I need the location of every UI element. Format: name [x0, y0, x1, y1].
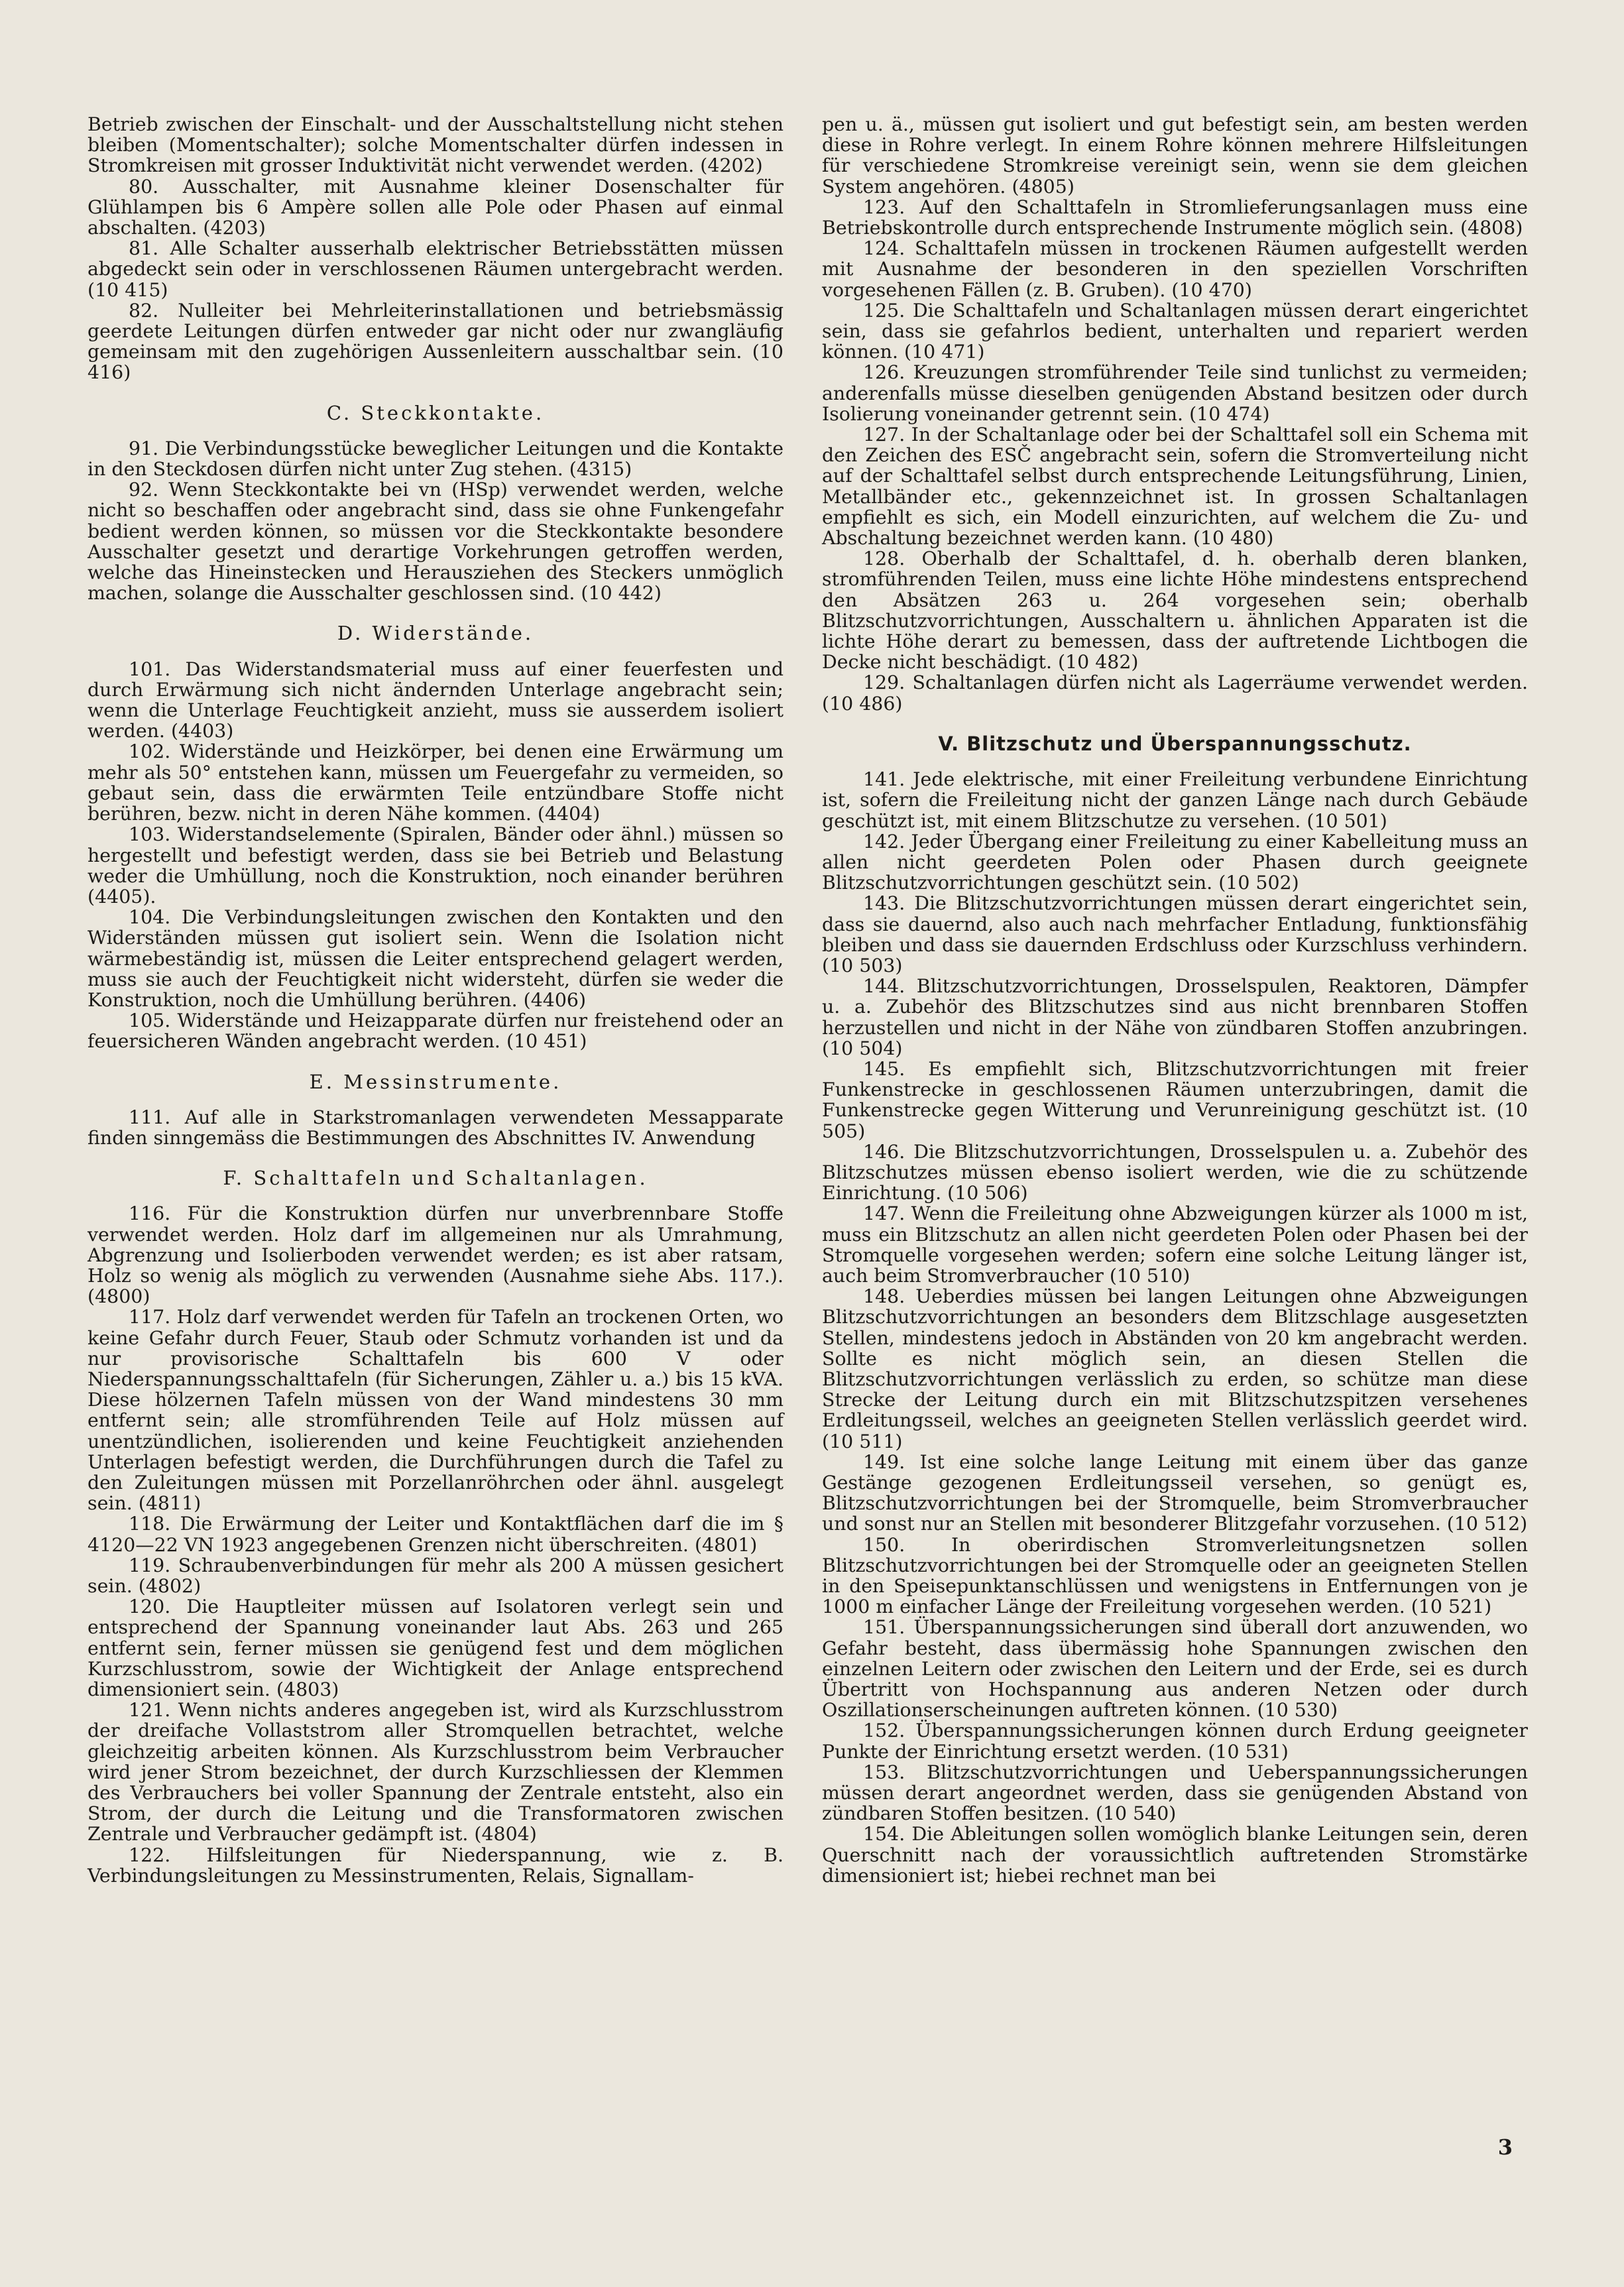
paragraph-101: 101. Das Widerstandsmaterial muss auf einer feuerfesten und durch Erwärmung sich nicht ändernden Unterlage angebracht sein; wenn die Unterlage Feuchtigkeit anzieht, muss sie ausserdem isoliert werden. (4403)	[87, 658, 783, 742]
paragraph-91: 91. Die Verbindungsstücke beweglicher Leitungen und die Kontakte in den Steckdosen dürfen nicht unter Zug stehen. (4315)	[87, 437, 783, 481]
paragraph-149: 149. Ist eine solche lange Leitung mit einem über das ganze Gestänge gezogenen Erdleitungsseil versehen, so genügt es, Blitzschutzvorrichtungen bei der Stromquelle, beim Stromverbraucher und sonst nur an Stellen mit besonderer Blitzgefahr vorzusehen. (10 512)	[822, 1450, 1528, 1535]
paragraph-124: 124. Schalttafeln müssen in trockenen Räumen aufgestellt werden mit Ausnahme der besonderen in den speziellen Vorschriften vorgesehenen Fällen (z. B. Gruben). (10 470)	[822, 237, 1528, 301]
paragraph-154: 154. Die Ableitungen sollen womöglich blanke Leitungen sein, deren Querschnitt nach der voraussichtlich auftretenden Stromstärke dimensioniert ist; hiebei rechnet man bei	[822, 1823, 1528, 1887]
left-column	[87, 114, 783, 1886]
heading-widerstaende: D. Widerstände.	[337, 622, 534, 645]
paragraph-151: 151. Überspannungssicherungen sind überall dort anzuwenden, wo Gefahr besteht, dass übermässig hohe Spannungen zwischen den einzelnen Leitern oder zwischen den Leitern und der Erde, sei es durch Übertritt von Hochspannung aus anderen Netzen oder durch Oszillationserscheinungen auftreten können. (10 530)	[822, 1616, 1528, 1722]
paragraph-122: 122. Hilfsleitungen für Niederspannung, wie z. B. Verbindungsleitungen zu Messinstrumenten, Relais, Signallam-	[87, 1844, 783, 1887]
right-column	[822, 114, 1528, 1886]
paragraph-105: 105. Widerstände und Heizapparate dürfen nur freistehend oder an feuersicheren Wänden angebracht werden. (10 451)	[87, 1010, 783, 1053]
heading-steckkontakte: C. Steckkontakte.	[326, 401, 545, 424]
paragraph-122-continued: pen u. ä., müssen gut isoliert und gut befestigt sein, am besten werden diese in Rohre verlegt. In einem Rohre können mehrere Hilfsleitungen für verschiedene Stromkreise vereinigt sein, wenn sie dem gleichen System angehören. (4805)	[822, 113, 1528, 198]
paragraph-80: 80. Ausschalter, mit Ausnahme kleiner Dosenschalter für Glühlampen bis 6 Ampère sollen alle Pole oder Phasen auf einmal abschalten. (4203)	[87, 175, 783, 239]
paragraph-momentschalter: Betrieb zwischen der Einschalt- und der Ausschaltstellung nicht stehen bleiben (Momentschalter); solche Momentschalter dürfen indessen in Stromkreisen mit grosser Induktivität nicht verwendet werden. (4202)	[87, 113, 783, 177]
paragraph-148: 148. Ueberdies müssen bei langen Leitungen ohne Abzweigungen Blitzschutzvorrichtungen an besonders dem Blitzschlage ausgesetzten Stellen, mindestens jedoch in Abständen von 20 km angebracht werden. Sollte es nicht möglich sein, an diesen Stellen die Blitzschutzvorrichtungen verlässlich zu erden, so schütze man diese Strecke der Leitung durch ein mit Blitzschutzspitzen versehenes Erdleitungsseil, welches an geeigneten Stellen verlässlich geerdet wird. (10 511)	[822, 1285, 1528, 1452]
paragraph-118: 118. Die Erwärmung der Leiter und Kontaktflächen darf die im § 4120—22 VN 1923 angegebenen Grenzen nicht überschreiten. (4801)	[87, 1513, 783, 1556]
paragraph-150: 150. In oberirdischen Stromverleitungsnetzen sollen Blitzschutzvorrichtungen bei der Stromquelle oder an geeigneten Stellen in den Speisepunktanschlüssen und wenigstens in Entfernungen von je 1000 m einfacher Länge der Freileitung vorgesehen werden. (10 521)	[822, 1533, 1528, 1618]
paragraph-125: 125. Die Schalttafeln und Schaltanlagen müssen derart eingerichtet sein, dass sie gefahrlos bedient, unterhalten und repariert werden können. (10 471)	[822, 299, 1528, 363]
paragraph-141: 141. Jede elektrische, mit einer Freileitung verbundene Einrichtung ist, sofern die Freileitung nicht der ganzen Länge nach durch Gebäude geschützt ist, mit einem Blitzschutze zu versehen. (10 501)	[822, 768, 1528, 832]
paragraph-129: 129. Schaltanlagen dürfen nicht als Lagerräume verwendet werden. (10 486)	[822, 672, 1528, 715]
paragraph-92: 92. Wenn Steckkontakte bei vn (HSp) verwendet werden, welche nicht so beschaffen oder angebracht sind, dass sie ohne Funkengefahr bedient werden können, so müssen vor die Steckkontakte besondere Ausschalter gesetzt und derartige Vorkehrungen getroffen werden, welche das Hineinstecken und Herausziehen des Steckers unmöglich machen, solange die Ausschalter geschlossen sind. (10 442)	[87, 479, 783, 605]
paragraph-128: 128. Oberhalb der Schalttafel, d. h. oberhalb deren blanken, stromführenden Teilen, muss eine lichte Höhe mindestens entsprechend den Absätzen 263 u. 264 vorgesehen sein; oberhalb Blitzschutzvorrichtungen, Ausschaltern u. ähnlichen Apparaten ist die lichte Höhe derart zu bemessen, dass der auftretende Lichtbogen die Decke nicht beschädigt. (10 482)	[822, 548, 1528, 674]
paragraph-81: 81. Alle Schalter ausserhalb elektrischer Betriebsstätten müssen abgedeckt sein oder in verschlossenen Räumen untergebracht werden. (10 415)	[87, 237, 783, 301]
paragraph-120: 120. Die Hauptleiter müssen auf Isolatoren verlegt sein und entsprechend der Spannung voneinander laut Abs. 263 und 265 entfernt sein, ferner müssen sie genügend fest und dem möglichen Kurzschlusstrom, sowie der Wichtigkeit der Anlage entsprechend dimensioniert sein. (4803)	[87, 1596, 783, 1701]
paragraph-119: 119. Schraubenverbindungen für mehr als 200 A müssen gesichert sein. (4802)	[87, 1554, 783, 1597]
paragraph-146: 146. Die Blitzschutzvorrichtungen, Drosselspulen u. a. Zubehör des Blitzschutzes müssen ebenso isoliert werden, wie die zu schützende Einrichtung. (10 506)	[822, 1140, 1528, 1204]
paragraph-116: 116. Für die Konstruktion dürfen nur unverbrennbare Stoffe verwendet werden. Holz darf im allgemeinen nur als Umrahmung, Abgrenzung und Isolierboden verwendet werden; es ist aber ratsam, Holz so wenig als möglich zu verwenden (Ausnahme siehe Abs. 117.). (4800)	[87, 1202, 783, 1308]
paragraph-145: 145. Es empfiehlt sich, Blitzschutzvorrichtungen mit freier Funkenstrecke in geschlossenen Räumen unterzubringen, damit die Funkenstrecke gegen Witterung und Verunreinigung geschützt ist. (10 505)	[822, 1057, 1528, 1142]
page-number: 3	[1497, 2135, 1513, 2160]
paragraph-127: 127. In der Schaltanlage oder bei der Schalttafel soll ein Schema mit den Zeichen des ESČ angebracht sein, sofern die Stromverteilung nicht auf der Schalttafel selbst durch entsprechende Leitungsführung, Linien, Metallbänder etc., gekennzeichnet ist. In grossen Schaltanlagen empfiehlt es sich, ein Modell einzurichten, auf welchem die Zu- und Abschaltung bezeichnet werden kann. (10 480)	[822, 424, 1528, 550]
paragraph-123: 123. Auf den Schalttafeln in Stromlieferungsanlagen muss eine Betriebskontrolle durch entsprechende Instrumente möglich sein. (4808)	[822, 196, 1528, 239]
paragraph-82: 82. Nulleiter bei Mehrleiterinstallationen und betriebsmässig geerdete Leitungen dürfen entweder gar nicht oder nur zwangläufig gemeinsam mit den zugehörigen Aussenleitern ausschaltbar sein. (10 416)	[87, 299, 783, 384]
heading-messinstrumente: E. Messinstrumente.	[309, 1070, 562, 1093]
paragraph-126: 126. Kreuzungen stromführender Teile sind tunlichst zu vermeiden; anderenfalls müsse dieselben genügenden Abstand besitzen oder durch Isolierung voneinander getrennt sein. (10 474)	[822, 361, 1528, 425]
paragraph-152: 152. Überspannungssicherungen können durch Erdung geeigneter Punkte der Einrichtung ersetzt werden. (10 531)	[822, 1720, 1528, 1763]
heading-schalttafeln: F. Schalttafeln und Schaltanlagen.	[223, 1167, 648, 1190]
paragraph-102: 102. Widerstände und Heizkörper, bei denen eine Erwärmung um mehr als 50° entstehen kann, müssen um Feuergefahr zu vermeiden, so gebaut sein, dass die erwärmten Teile entzündbare Stoffe nicht berühren, bezw. nicht in deren Nähe kommen. (4404)	[87, 740, 783, 825]
paragraph-143: 143. Die Blitzschutzvorrichtungen müssen derart eingerichtet sein, dass sie dauernd, also auch nach mehrfacher Entladung, funktionsfähig bleiben und dass sie dauernden Erdschluss oder Kurzschluss verhindern. (10 503)	[822, 892, 1528, 976]
paragraph-144: 144. Blitzschutzvorrichtungen, Drosselspulen, Reaktoren, Dämpfer u. a. Zubehör des Blitzschutzes sind aus nicht brennbaren Stoffen herzustellen und nicht in der Nähe von zündbaren Stoffen anzubringen. (10 504)	[822, 975, 1528, 1059]
paragraph-147: 147. Wenn die Freileitung ohne Abzweigungen kürzer als 1000 m ist, muss ein Blitzschutz an allen nicht geerdeten Polen oder Phasen bei der Stromquelle vorgesehen werden; sofern eine solche Leitung länger ist, auch beim Stromverbraucher (10 510)	[822, 1202, 1528, 1287]
paragraph-142: 142. Jeder Übergang einer Freileitung zu einer Kabelleitung muss an allen nicht geerdeten Polen oder Phasen durch geeignete Blitzschutzvorrichtungen geschützt sein. (10 502)	[822, 830, 1528, 894]
paragraph-121: 121. Wenn nichts anderes angegeben ist, wird als Kurzschlusstrom der dreifache Vollaststrom aller Stromquellen betrachtet, welche gleichzeitig arbeiten können. Als Kurzschlusstrom beim Verbraucher wird jener Strom bezeichnet, der durch Kurzschliessen der Klemmen des Verbrauchers bei voller Spannung der Zentrale entsteht, also ein Strom, der durch die Leitung und die Transformatoren zwischen Zentrale und Verbraucher gedämpft ist. (4804)	[87, 1699, 783, 1846]
paragraph-104: 104. Die Verbindungsleitungen zwischen den Kontakten und den Widerständen müssen gut isoliert sein. Wenn die Isolation nicht wärmebeständig ist, müssen die Leiter entsprechend gelagert werden, muss sie auch der Feuchtigkeit nicht widersteht, dürfen sie weder die Konstruktion, noch die Umhüllung berühren. (4406)	[87, 906, 783, 1011]
paragraph-153: 153. Blitzschutzvorrichtungen und Ueberspannungssicherungen müssen derart angeordnet werden, dass sie genügenden Abstand von zündbaren Stoffen besitzen. (10 540)	[822, 1761, 1528, 1825]
paragraph-111: 111. Auf alle in Starkstromanlagen verwendeten Messapparate finden sinngemäss die Bestimmungen des Abschnittes IV. Anwendung	[87, 1106, 783, 1149]
paragraph-117: 117. Holz darf verwendet werden für Tafeln an trockenen Orten, wo keine Gefahr durch Feuer, Staub oder Schmutz vorhanden ist und da nur provisorische Schalttafeln bis 600 V oder Niederspannungsschalttafeln (für Sicherungen, Zähler u. a.) bis 15 kVA. Diese hölzernen Tafeln müssen von der Wand mindestens 30 mm entfernt sein; alle stromführenden Teile auf Holz müssen auf unentzündlichen, isolierenden und keine Feuchtigkeit anziehenden Unterlagen befestigt werden, die Durchführungen durch die Tafel zu den Zuleitungen müssen mit Porzellanröhrchen oder ähnl. ausgelegt sein. (4811)	[87, 1306, 783, 1515]
paragraph-103: 103. Widerstandselemente (Spiralen, Bänder oder ähnl.) müssen so hergestellt und befestigt werden, dass sie bei Betrieb und Belastung weder die Umhüllung, noch die Konstruktion, noch einander berühren (4405).	[87, 823, 783, 908]
heading-blitzschutz: V. Blitzschutz und Überspannungsschutz.	[938, 732, 1412, 755]
